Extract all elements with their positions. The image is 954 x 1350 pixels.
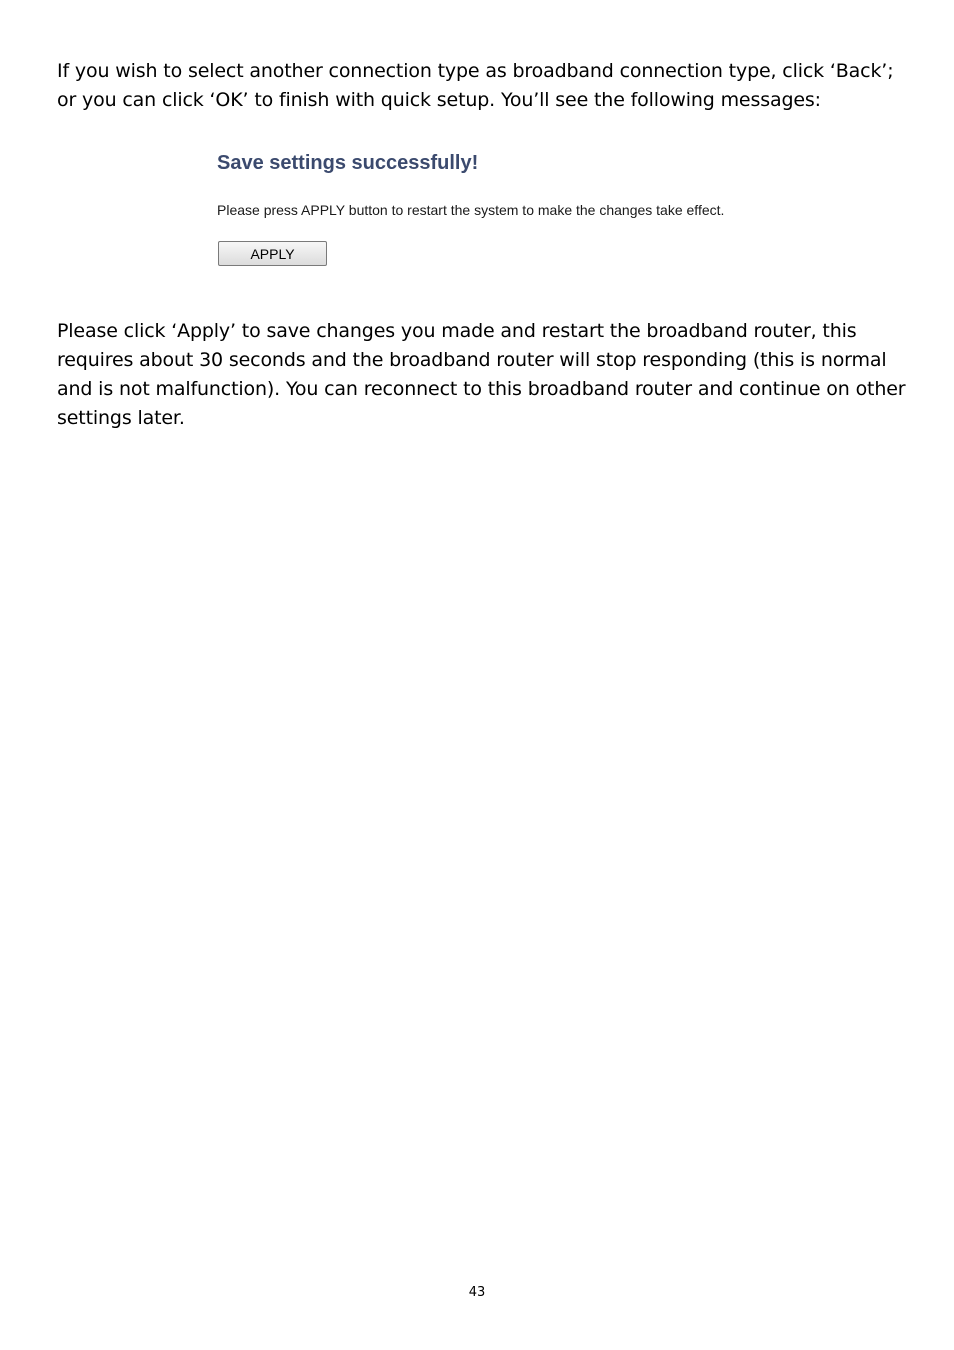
intro-paragraph: If you wish to select another connection type as broadband connection type, click ‘Back’; or you can click ‘OK’ to finish with quick setup. You’ll see the following messages: bbox=[57, 60, 894, 111]
save-settings-screenshot bbox=[217, 152, 777, 272]
restart-instruction-text: Please press APPLY button to restart the system to make the changes take effect. bbox=[217, 202, 725, 218]
save-success-title: Save settings successfully! bbox=[217, 152, 479, 174]
page-number: 43 bbox=[468, 1285, 486, 1300]
apply-explanation-paragraph: Please click ‘Apply’ to save changes you made and restart the broadband router, this requires about 30 seconds and the broadband router will stop responding (this is normal and is not malfunction). You can reconnect to this broadband router and continue on other settings later. bbox=[57, 320, 906, 429]
apply-button[interactable]: APPLY bbox=[218, 241, 327, 266]
